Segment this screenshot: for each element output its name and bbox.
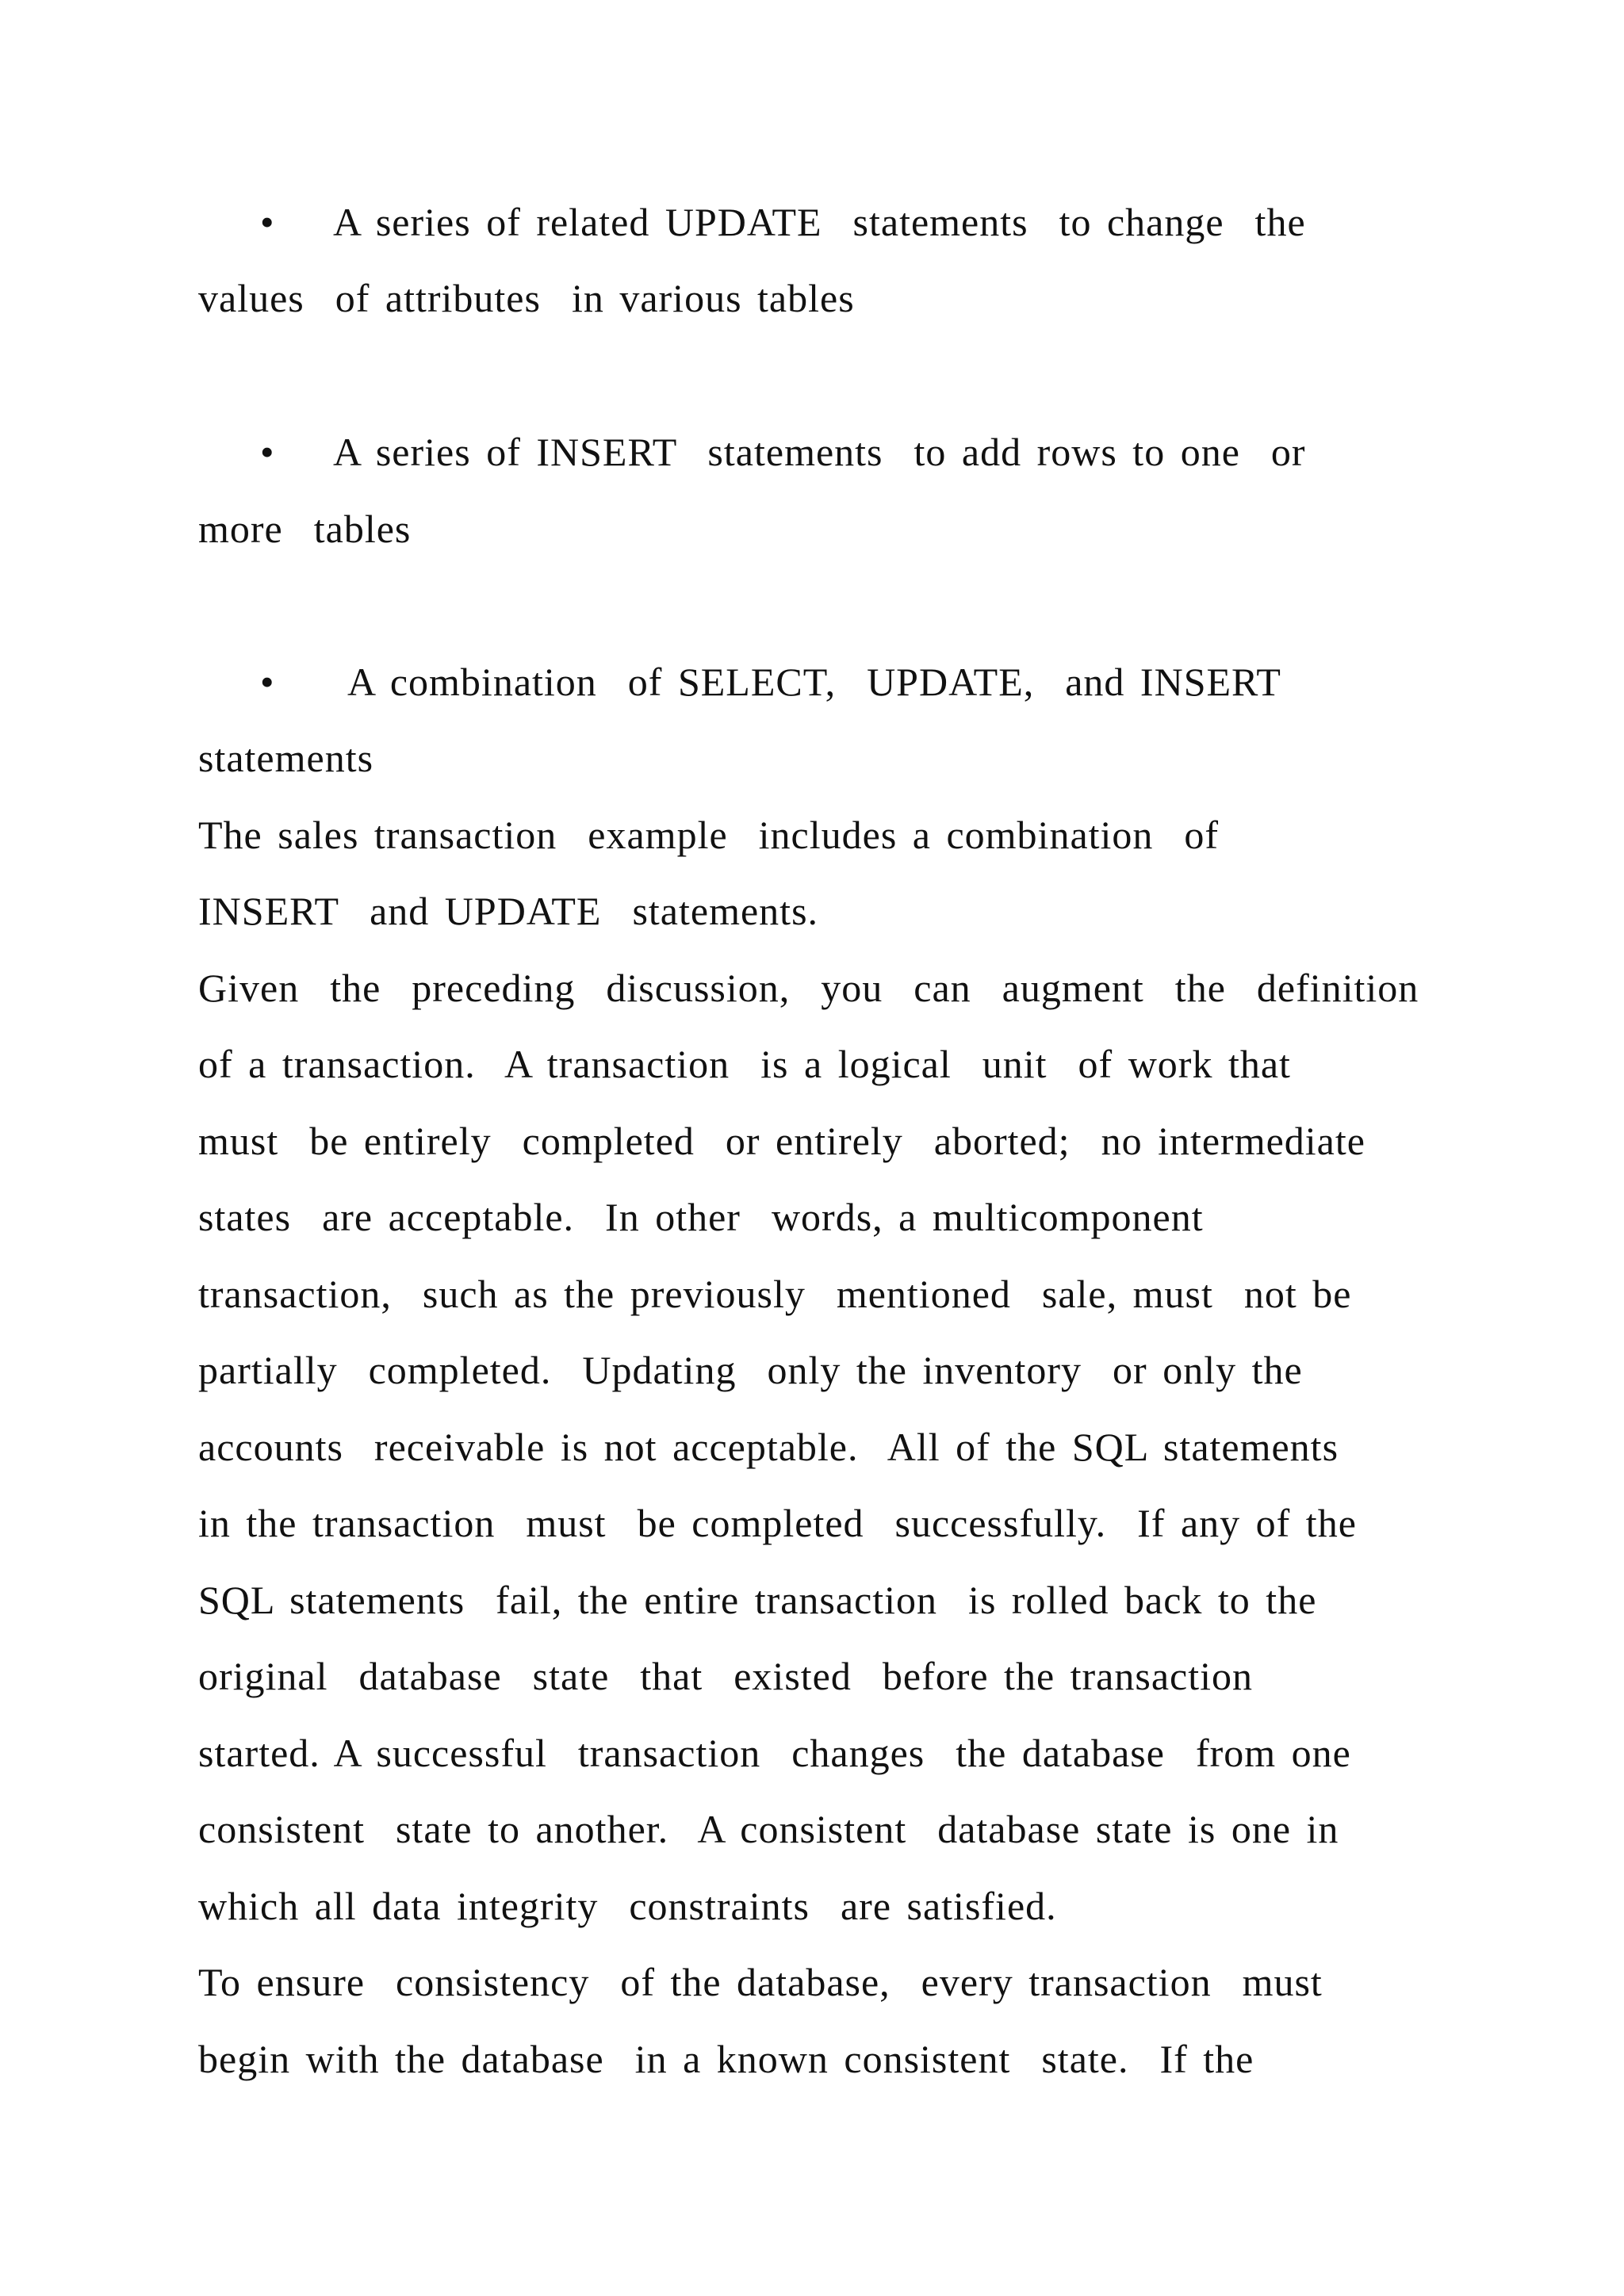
bullet-3-line-1: A combination of SELECT, UPDATE, and INSERT	[347, 660, 1281, 704]
body-line: consistent state to another. A consistent database state is one in	[198, 1807, 1339, 1851]
bullet-dot-icon: •	[260, 430, 274, 474]
body-line: states are acceptable. In other words, a multicomponent	[198, 1195, 1204, 1239]
bullet-1-line-1: A series of related UPDATE statements to change the	[333, 200, 1306, 244]
body-line: To ensure consistency of the database, every transaction must	[198, 1960, 1323, 2004]
body-line: accounts receivable is not acceptable. All of the SQL statements	[198, 1425, 1339, 1469]
bullet-2-line-1: A series of INSERT statements to add rows to one or	[333, 430, 1306, 474]
body-line: Given the preceding discussion, you can augment the definition	[198, 966, 1419, 1010]
body-line: The sales transaction example includes a combination of	[198, 813, 1220, 857]
bullet-2-line-2: more tables	[198, 507, 412, 551]
body-line: original database state that existed before the transaction	[198, 1654, 1253, 1698]
body-line: must be entirely completed or entirely aborted; no intermediate	[198, 1119, 1365, 1163]
body-line: in the transaction must be completed successfully. If any of the	[198, 1501, 1357, 1545]
body-line: partially completed. Updating only the inventory or only the	[198, 1348, 1303, 1392]
bullet-3-line-2: statements	[198, 736, 374, 780]
body-line: SQL statements fail, the entire transaction is rolled back to the	[198, 1578, 1317, 1622]
body-line: begin with the database in a known consistent state. If the	[198, 2037, 1254, 2081]
body-line: started. A successful transaction changes the database from one	[198, 1731, 1351, 1775]
body-line: which all data integrity constraints are satisfied.	[198, 1884, 1057, 1928]
bullet-dot-icon: •	[260, 200, 274, 244]
bullet-dot-icon: •	[260, 660, 274, 704]
bullet-1-line-2: values of attributes in various tables	[198, 276, 855, 320]
body-line: INSERT and UPDATE statements.	[198, 889, 819, 933]
body-line: transaction, such as the previously mentioned sale, must not be	[198, 1272, 1352, 1316]
body-line: of a transaction. A transaction is a logical unit of work that	[198, 1042, 1291, 1086]
